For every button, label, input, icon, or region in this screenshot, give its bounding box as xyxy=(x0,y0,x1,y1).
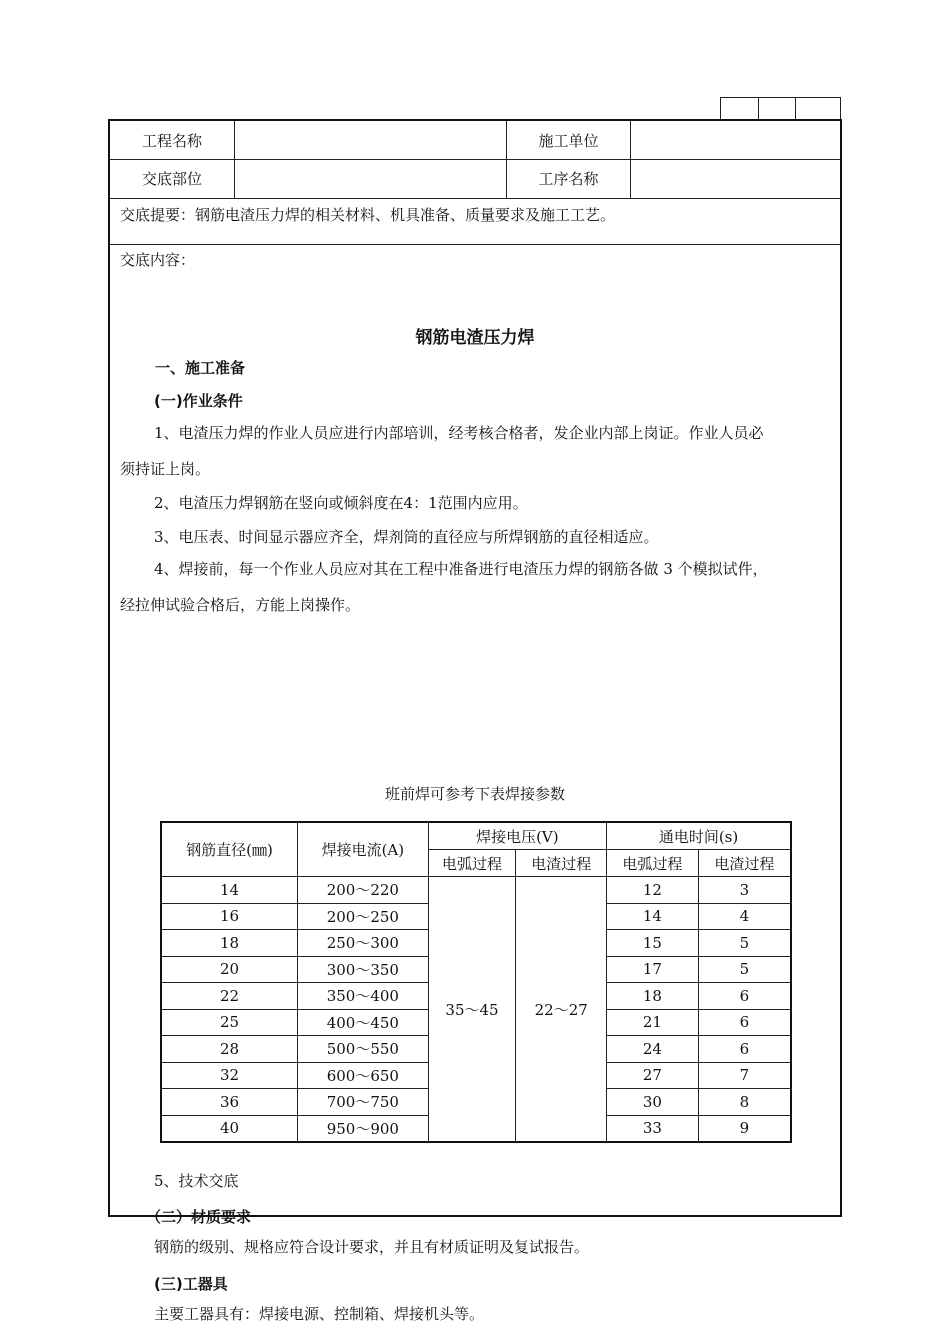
paragraph-4-line-1: 4、焊接前，每一个作业人员应对其在工程中准备进行电渣压力焊的钢筋各做 3 个模拟试件， xyxy=(154,560,768,578)
header-row-2 xyxy=(110,159,840,199)
code-box xyxy=(759,98,797,119)
summary-text: 交底提要：钢筋电渣压力焊的相关材料、机具准备、质量要求及施工工艺。 xyxy=(120,206,616,224)
cell-time-arc: 15 xyxy=(607,930,699,957)
cell-current: 950～900 xyxy=(298,1115,429,1142)
cell-diameter: 18 xyxy=(161,930,298,957)
table-row xyxy=(161,877,791,904)
construction-unit-field[interactable] xyxy=(630,121,840,159)
paragraph-1-line-2: 须持证上岗。 xyxy=(120,460,211,478)
project-name-field[interactable] xyxy=(234,121,506,159)
section-heading-preparation: 一、施工准备 xyxy=(155,359,246,377)
cell-time-arc: 33 xyxy=(607,1115,699,1142)
disclosure-part-field[interactable] xyxy=(234,159,506,198)
cell-diameter: 28 xyxy=(161,1036,298,1063)
construction-unit-label: 施工单位 xyxy=(506,121,630,159)
subheading-work-conditions: (一)作业条件 xyxy=(154,392,243,410)
cell-time-slag: 5 xyxy=(698,956,791,983)
cell-time-slag: 5 xyxy=(698,930,791,957)
cell-diameter: 25 xyxy=(161,1009,298,1036)
cell-time-arc: 24 xyxy=(607,1036,699,1063)
cell-time-arc: 27 xyxy=(607,1062,699,1089)
cell-time-arc: 14 xyxy=(607,903,699,930)
cell-current: 200～220 xyxy=(298,877,429,904)
cell-diameter: 40 xyxy=(161,1115,298,1142)
disclosure-form xyxy=(108,119,842,1323)
header-time-slag: 电渣过程 xyxy=(698,850,791,877)
corner-code-boxes xyxy=(720,97,841,119)
paragraph-4 xyxy=(120,551,832,623)
content-label: 交底内容： xyxy=(120,251,196,269)
cell-time-arc: 12 xyxy=(607,877,699,904)
header-row-1 xyxy=(110,121,840,160)
cell-time-slag: 6 xyxy=(698,1036,791,1063)
subheading-tools: (三)工器具 xyxy=(154,1275,228,1293)
paragraph-1-line-1: 1、电渣压力焊的作业人员应进行内部培训，经考核合格者，发企业内部上岗证。作业人员必 xyxy=(154,424,764,442)
cell-current: 250～300 xyxy=(298,930,429,957)
cell-current: 500～550 xyxy=(298,1036,429,1063)
cell-time-slag: 9 xyxy=(698,1115,791,1142)
paragraph-5 xyxy=(120,1163,832,1199)
cell-time-arc: 17 xyxy=(607,956,699,983)
cell-diameter: 22 xyxy=(161,983,298,1010)
subheading-materials: （二）材质要求 xyxy=(146,1208,252,1226)
process-name-field[interactable] xyxy=(630,159,840,198)
cell-current: 400～450 xyxy=(298,1009,429,1036)
project-name-label: 工程名称 xyxy=(141,131,202,150)
cell-time-arc: 18 xyxy=(607,983,699,1010)
cell-time-slag: 6 xyxy=(698,1009,791,1036)
paragraph-5-text: 5、技术交底 xyxy=(154,1172,239,1190)
cell-time-slag: 4 xyxy=(698,903,791,930)
cell-time-slag: 3 xyxy=(698,877,791,904)
cell-diameter: 32 xyxy=(161,1062,298,1089)
cell-diameter: 36 xyxy=(161,1089,298,1116)
cell-current: 600～650 xyxy=(298,1062,429,1089)
paragraph-2-text: 2、电渣压力焊钢筋在竖向或倾斜度在4：1范围内应用。 xyxy=(154,494,528,512)
cell-diameter: 16 xyxy=(161,903,298,930)
header-voltage: 焊接电压(V) xyxy=(428,822,606,850)
paragraph-7: 主要工器具有：焊接电源、控制箱、焊接机头等。 xyxy=(154,1305,485,1323)
code-box xyxy=(721,98,759,119)
cell-time-slag: 7 xyxy=(698,1062,791,1089)
header-current: 焊接电流(A) xyxy=(298,822,429,877)
cell-voltage-arc: 35～45 xyxy=(428,877,516,1143)
paragraph-1 xyxy=(120,415,832,487)
header-voltage-slag: 电渣过程 xyxy=(516,850,607,877)
paragraph-4-line-2: 经拉伸试验合格后，方能上岗操作。 xyxy=(120,596,361,614)
paragraph-6: 钢筋的级别、规格应符合设计要求，并且有材质证明及复试报告。 xyxy=(154,1238,590,1256)
header-time-arc: 电弧过程 xyxy=(607,850,699,877)
paragraph-3 xyxy=(120,519,832,555)
cell-current: 350～400 xyxy=(298,983,429,1010)
code-box xyxy=(796,98,840,119)
cell-time-slag: 8 xyxy=(698,1089,791,1116)
cell-voltage-slag: 22～27 xyxy=(516,877,607,1143)
cell-diameter: 14 xyxy=(161,877,298,904)
cell-current: 300～350 xyxy=(298,956,429,983)
cell-time-arc: 21 xyxy=(607,1009,699,1036)
cell-current: 200～250 xyxy=(298,903,429,930)
summary-row xyxy=(110,198,840,245)
paragraph-2 xyxy=(120,485,832,521)
table-caption: 班前焊可参考下表焊接参数 xyxy=(384,785,565,803)
disclosure-part-label: 交底部位 xyxy=(141,170,202,188)
cell-time-slag: 6 xyxy=(698,983,791,1010)
welding-parameters-table xyxy=(160,821,792,1143)
header-time: 通电时间(s) xyxy=(607,822,791,850)
process-name-label: 工序名称 xyxy=(506,159,630,198)
paragraph-3-text: 3、电压表、时间显示器应齐全，焊剂筒的直径应与所焊钢筋的直径相适应。 xyxy=(154,528,659,546)
cell-time-arc: 30 xyxy=(607,1089,699,1116)
header-voltage-arc: 电弧过程 xyxy=(428,850,516,877)
cell-diameter: 20 xyxy=(161,956,298,983)
cell-current: 700～750 xyxy=(298,1089,429,1116)
header-diameter: 钢筋直径(㎜) xyxy=(161,822,298,877)
document-title: 钢筋电渣压力焊 xyxy=(415,328,535,348)
